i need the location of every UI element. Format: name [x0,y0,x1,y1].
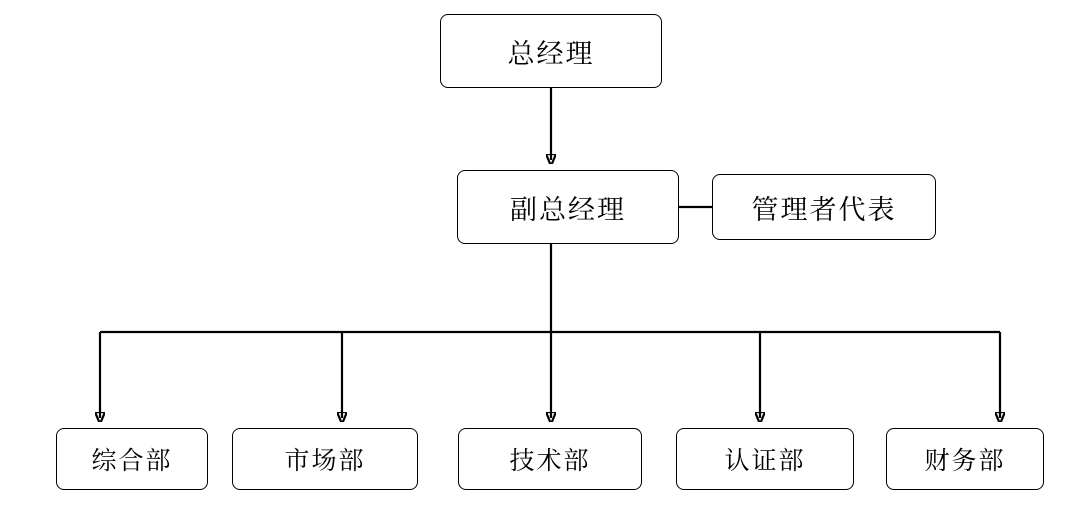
node-technology-department[interactable] [458,428,642,490]
node-certification-department[interactable] [676,428,854,490]
node-label: 认证部 [724,448,806,475]
node-finance-department[interactable] [886,428,1044,490]
node-label: 总经理 [507,38,595,69]
node-management-representative[interactable] [712,174,936,240]
node-label: 技术部 [509,448,591,475]
node-label: 财务部 [924,448,1006,475]
node-marketing-department[interactable] [232,428,418,490]
node-label: 副总经理 [510,194,626,225]
node-label: 市场部 [284,448,366,475]
node-label: 综合部 [91,448,173,475]
node-deputy-manager[interactable] [457,170,679,244]
node-label: 管理者代表 [751,194,897,225]
node-general-affairs-department[interactable] [56,428,208,490]
node-general-manager[interactable] [440,14,662,88]
